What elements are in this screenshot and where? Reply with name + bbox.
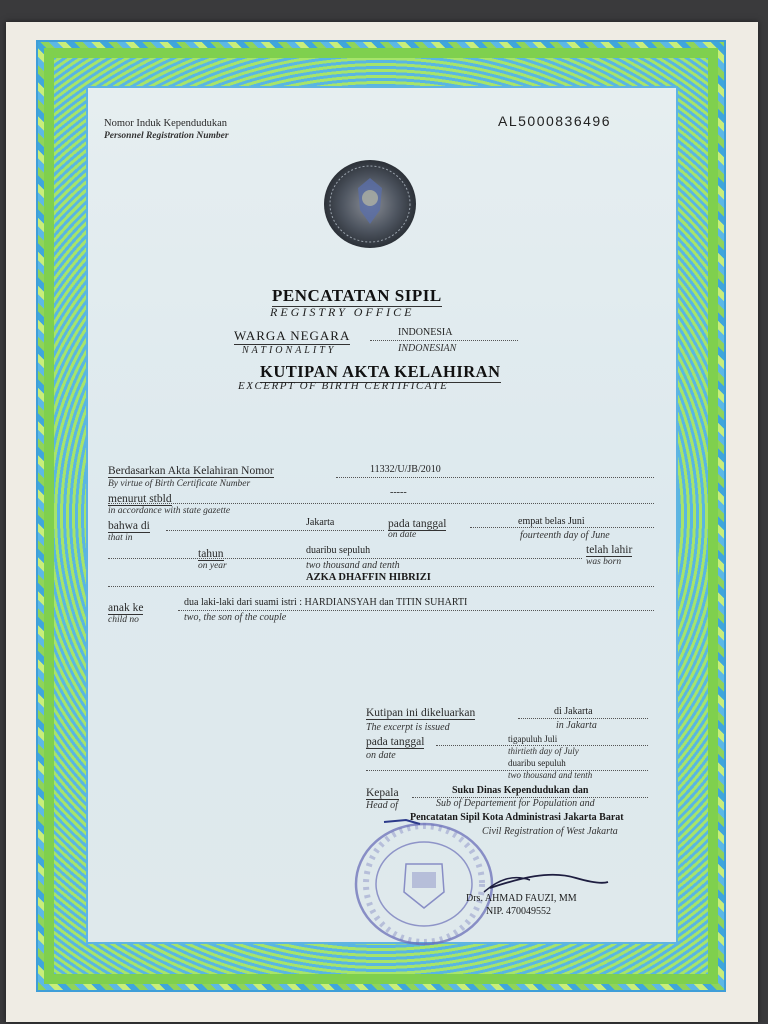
date-label: pada tanggal: [388, 518, 447, 530]
date-value-en: fourteenth day of June: [520, 530, 610, 541]
department-line-1-en: Sub of Departement for Population and: [436, 798, 595, 809]
issue-date-label: pada tanggal: [366, 736, 425, 748]
department-line-2-en: Civil Registration of West Jakarta: [482, 826, 618, 837]
issued-place-en: in Jakarta: [556, 720, 597, 731]
issue-date-label-en: on date: [366, 750, 396, 761]
nationality-value-en: INDONESIAN: [398, 343, 457, 354]
signer-nip: NIP. 470049552: [486, 906, 552, 917]
signer-prefix: Drs.: [466, 893, 483, 904]
year-label-en: on year: [198, 561, 227, 571]
office-title-en: REGISTRY OFFICE: [270, 305, 415, 319]
office-title: PENCATATAN SIPIL: [272, 286, 442, 305]
child-label-en: child no: [108, 615, 139, 625]
registration-number: AL5000836496: [498, 113, 611, 129]
issue-date-value-1: tigapuluh Juli: [508, 734, 558, 744]
act-number: 11332/U/JB/2010: [370, 464, 441, 475]
nationality-label: WARGA NEGARA: [234, 328, 351, 343]
act-label: Berdasarkan Akta Kelahiran Nomor: [108, 465, 274, 477]
year-value-en: two thousand and tenth: [306, 560, 400, 571]
place-label: bahwa di: [108, 520, 150, 532]
born-label-en: was born: [586, 557, 622, 567]
issued-label-en: The excerpt is issued: [366, 722, 450, 733]
document-title-en: EXCERPT OF BIRTH CERTIFICATE: [238, 380, 449, 392]
hologram-seal-icon: [322, 158, 418, 250]
document-title: KUTIPAN AKTA KELAHIRAN: [260, 362, 501, 381]
place-value: Jakarta: [306, 517, 335, 528]
year-label: tahun: [198, 548, 224, 560]
head-label: Kepala: [366, 787, 399, 799]
issue-date-value-1-en: thirtieth day of July: [508, 746, 579, 756]
date-value: empat belas Juni: [518, 516, 585, 527]
child-name: AZKA DHAFFIN HIBRIZI: [306, 572, 431, 583]
stbld-value: -----: [390, 487, 407, 498]
nationality-label-en: NATIONALITY: [242, 345, 337, 356]
place-label-en: that in: [108, 533, 133, 543]
department-line-2: Pencatatan Sipil Kota Administrasi Jakarta Barat: [410, 812, 624, 823]
child-value: dua laki-laki dari suami istri : HARDIANSYAH dan TITIN SUHARTI: [184, 597, 468, 608]
head-label-en: Head of: [366, 800, 398, 811]
date-label-en: on date: [388, 530, 417, 540]
issue-date-value-2: duaribu sepuluh: [508, 758, 566, 768]
issued-place: di Jakarta: [554, 706, 593, 717]
nik-label: Nomor Induk Kependudukan: [104, 118, 228, 129]
child-label: anak ke: [108, 602, 144, 614]
issue-date-value-2-en: two thousand and tenth: [508, 770, 593, 780]
child-value-en: two, the son of the couple: [184, 612, 287, 623]
year-value: duaribu sepuluh: [306, 545, 371, 556]
stbld-label: menurut stbld: [108, 493, 172, 505]
stbld-label-en: in accordance with state gazette: [108, 506, 231, 516]
department-line-1: Suku Dinas Kependudukan dan: [452, 785, 589, 796]
signer-name: AHMAD FAUZI, MM: [484, 893, 577, 904]
born-label: telah lahir: [586, 544, 633, 556]
issued-label: Kutipan ini dikeluarkan: [366, 707, 476, 719]
signature-icon: [380, 808, 620, 898]
nationality-value: INDONESIA: [398, 327, 453, 338]
nik-label-en: Personnel Registration Number: [104, 131, 229, 141]
act-label-en: By virtue of Birth Certificate Number: [108, 479, 251, 489]
